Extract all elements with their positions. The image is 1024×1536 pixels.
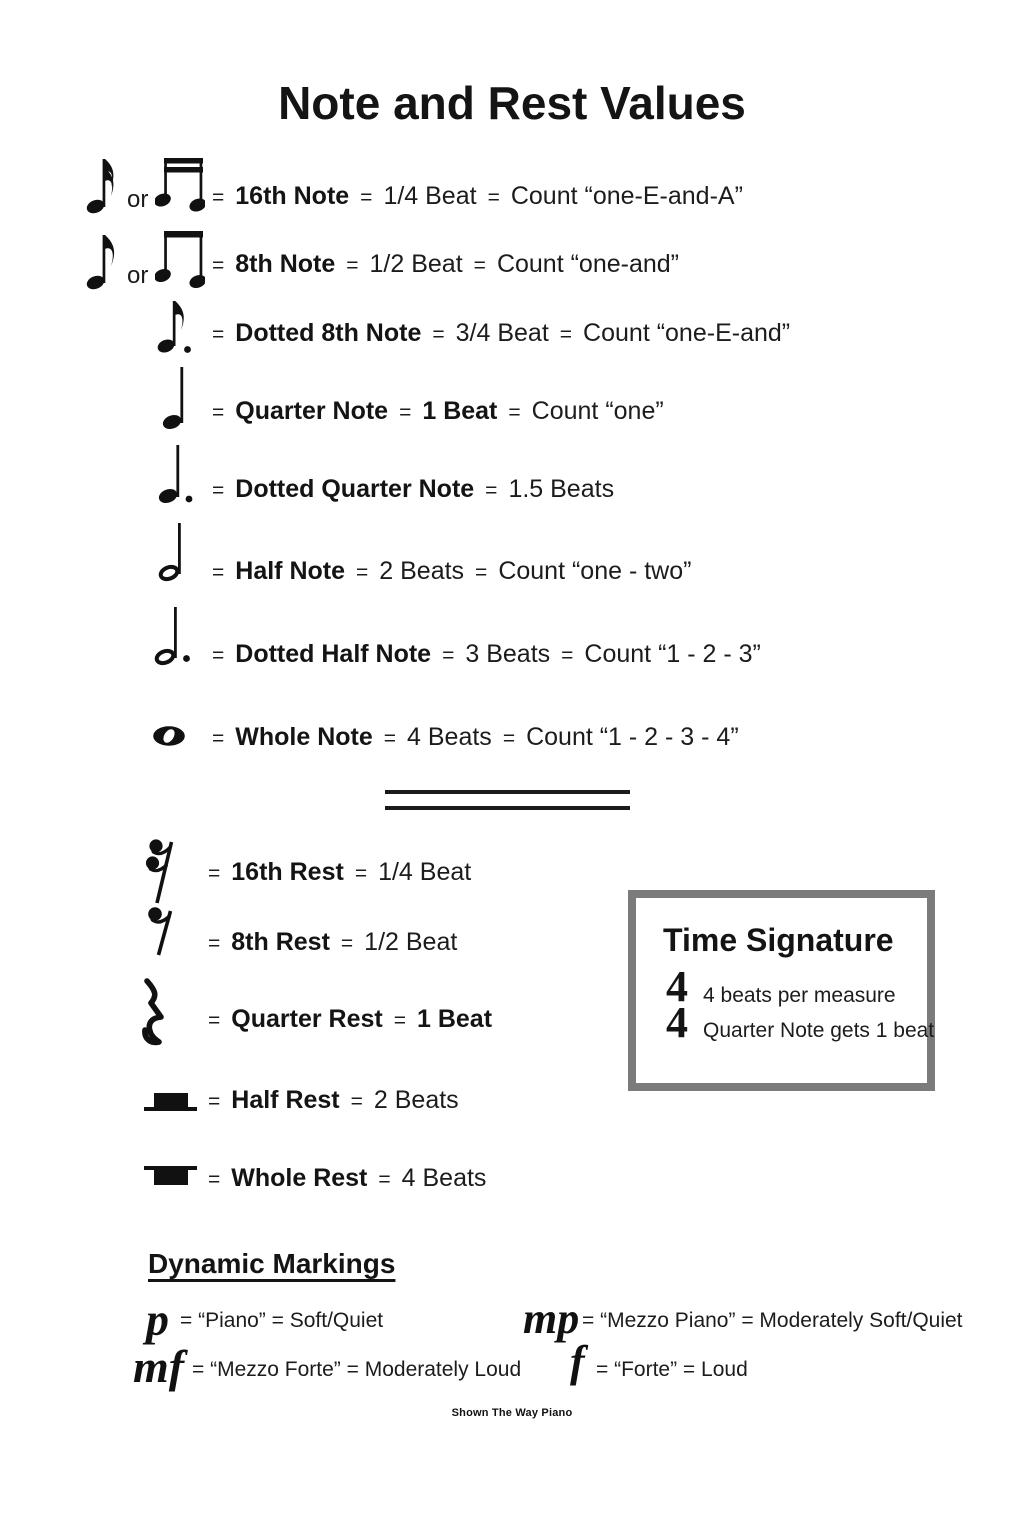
section-divider-line	[385, 790, 630, 794]
beamed-eighth-pair-icon	[155, 229, 205, 290]
note-name: Dotted Half Note	[235, 640, 432, 668]
equals-sign: =	[360, 186, 373, 209]
time-signature-top-number: 4	[666, 962, 688, 1011]
equals-sign: =	[475, 561, 488, 584]
rest-name: 16th Rest	[231, 858, 344, 886]
equals-sign: =	[212, 254, 225, 277]
equals-sign: =	[383, 727, 397, 750]
whole-rest-icon	[144, 1163, 197, 1189]
eighth-note-icon	[86, 230, 120, 290]
rest-beat: 1/4 Beat	[378, 858, 472, 886]
note-count: Count “one”	[531, 397, 664, 425]
whole-note-symbol	[152, 725, 186, 747]
note-name: Half Note	[235, 557, 345, 585]
equals-sign: =	[399, 401, 412, 424]
forte-text: = “Forte” = Loud	[596, 1358, 748, 1381]
time-signature-line2: Quarter Note gets 1 beat	[703, 1019, 935, 1042]
note-row-dotted-8th	[212, 318, 790, 350]
equals-sign: =	[432, 323, 445, 346]
eighth-rest-icon	[146, 905, 176, 957]
sixteenth-note-symbols	[86, 156, 205, 214]
note-beat: 1 Beat	[422, 397, 498, 425]
eighth-note-symbols	[86, 229, 205, 290]
rest-row-8th	[208, 927, 457, 959]
time-signature-box	[628, 890, 935, 1091]
rest-row-quarter	[208, 1004, 492, 1036]
half-note-icon	[158, 522, 186, 582]
equals-sign: =	[356, 561, 369, 584]
equals-sign: =	[346, 254, 359, 277]
dotted-quarter-symbol	[158, 444, 196, 504]
quarter-note-symbol	[162, 366, 188, 430]
note-name: Whole Note	[235, 723, 373, 751]
note-row-half	[212, 556, 691, 588]
note-beat: 1/2 Beat	[369, 250, 463, 278]
note-name: Quarter Note	[235, 397, 389, 425]
note-row-whole	[212, 722, 739, 754]
quarter-rest-icon	[140, 978, 168, 1048]
dotted-half-note-icon	[154, 606, 194, 666]
beamed-sixteenth-pair-icon	[155, 156, 205, 214]
equals-sign: =	[393, 1009, 406, 1032]
time-signature-numerals	[654, 962, 700, 1047]
dotted-eighth-symbols	[157, 298, 197, 354]
half-rest-symbol	[144, 1087, 197, 1113]
sixteenth-rest-icon	[146, 837, 176, 905]
equals-sign: =	[442, 644, 455, 667]
half-note-symbol	[158, 522, 186, 582]
equals-sign: =	[208, 1168, 221, 1191]
dynamic-markings-heading: Dynamic Markings	[148, 1248, 396, 1279]
rest-row-whole	[208, 1163, 486, 1195]
note-count: Count “1 - 2 - 3 - 4”	[526, 723, 739, 751]
note-count: Count “one - two”	[498, 557, 692, 585]
note-row-8th	[212, 249, 679, 281]
note-count: Count “one-E-and”	[583, 319, 791, 347]
mezzo-piano-symbol: mp	[523, 1294, 580, 1343]
time-signature-bottom-number: 4	[666, 998, 688, 1047]
rest-beat: 2 Beats	[373, 1086, 459, 1114]
or-label: or	[127, 262, 149, 289]
note-beat: 4 Beats	[407, 723, 492, 751]
equals-sign: =	[208, 1090, 221, 1113]
note-beat: 2 Beats	[379, 557, 465, 585]
equals-sign: =	[208, 862, 221, 885]
rest-name: Half Rest	[231, 1086, 340, 1114]
rest-row-half	[208, 1085, 459, 1117]
equals-sign: =	[212, 644, 225, 667]
time-signature-line1: 4 beats per measure	[703, 984, 896, 1007]
equals-sign: =	[561, 644, 574, 667]
dotted-quarter-note-icon	[158, 444, 196, 504]
sixteenth-note-icon	[86, 156, 120, 214]
equals-sign: =	[212, 323, 225, 346]
note-name: 8th Note	[235, 250, 336, 278]
eighth-rest-symbol	[146, 905, 176, 957]
piano-symbol: p	[146, 1294, 169, 1345]
or-label: or	[127, 186, 149, 213]
note-name: Dotted 8th Note	[235, 319, 422, 347]
equals-sign: =	[212, 186, 225, 209]
equals-sign: =	[354, 862, 368, 885]
whole-note-icon	[152, 725, 186, 747]
equals-sign: =	[212, 401, 225, 424]
note-beat: 1/4 Beat	[383, 182, 477, 210]
half-rest-icon	[144, 1087, 197, 1113]
note-name: Dotted Quarter Note	[235, 475, 475, 503]
mezzo-piano-text: = “Mezzo Piano” = Moderately Soft/Quiet	[582, 1309, 963, 1332]
equals-sign: =	[487, 186, 500, 209]
equals-sign: =	[378, 1168, 391, 1191]
note-name: 16th Note	[235, 182, 350, 210]
rest-row-16th	[208, 857, 471, 889]
equals-sign: =	[559, 323, 573, 346]
note-count: Count “one-and”	[496, 250, 679, 278]
section-divider-line	[385, 806, 630, 810]
quarter-note-icon	[162, 366, 188, 430]
sixteenth-rest-symbol	[146, 837, 176, 905]
note-count: Count “1 - 2 - 3”	[584, 640, 761, 668]
note-row-quarter	[212, 396, 664, 428]
mezzo-forte-symbol: mf	[133, 1341, 185, 1392]
rest-name: 8th Rest	[231, 928, 330, 956]
note-count: Count “one-E-and-A”	[510, 182, 743, 210]
dotted-eighth-note-icon	[157, 298, 197, 354]
footer-credit: Shown The Way Piano	[451, 1407, 573, 1419]
dotted-half-symbol	[154, 606, 194, 666]
rest-name: Whole Rest	[231, 1164, 368, 1192]
whole-rest-symbol	[144, 1163, 197, 1189]
rest-beat: 1 Beat	[416, 1005, 493, 1033]
note-beat: 1.5 Beats	[508, 475, 615, 503]
equals-sign: =	[473, 254, 486, 277]
mezzo-forte-text: = “Mezzo Forte” = Moderately Loud	[192, 1358, 522, 1381]
equals-sign: =	[485, 479, 498, 502]
equals-sign: =	[212, 727, 225, 750]
equals-sign: =	[350, 1090, 363, 1113]
piano-text: = “Piano” = Soft/Quiet	[180, 1309, 384, 1332]
equals-sign: =	[212, 561, 225, 584]
equals-sign: =	[208, 932, 221, 955]
equals-sign: =	[212, 479, 225, 502]
forte-symbol: f	[570, 1337, 585, 1386]
note-row-dotted-half	[212, 639, 761, 671]
quarter-rest-symbol	[140, 978, 168, 1048]
equals-sign: =	[208, 1009, 221, 1032]
note-row-dotted-quarter	[212, 474, 614, 506]
note-row-16th	[212, 181, 743, 213]
rest-beat: 1/2 Beat	[364, 928, 458, 956]
time-signature-title: Time Signature	[663, 922, 894, 958]
equals-sign: =	[508, 401, 521, 424]
note-beat: 3 Beats	[465, 640, 551, 668]
note-beat: 3/4 Beat	[455, 319, 549, 347]
rest-beat: 4 Beats	[401, 1164, 487, 1192]
rest-name: Quarter Rest	[231, 1005, 383, 1033]
equals-sign: =	[502, 727, 516, 750]
page-title: Note and Rest Values	[278, 77, 746, 129]
equals-sign: =	[340, 932, 354, 955]
